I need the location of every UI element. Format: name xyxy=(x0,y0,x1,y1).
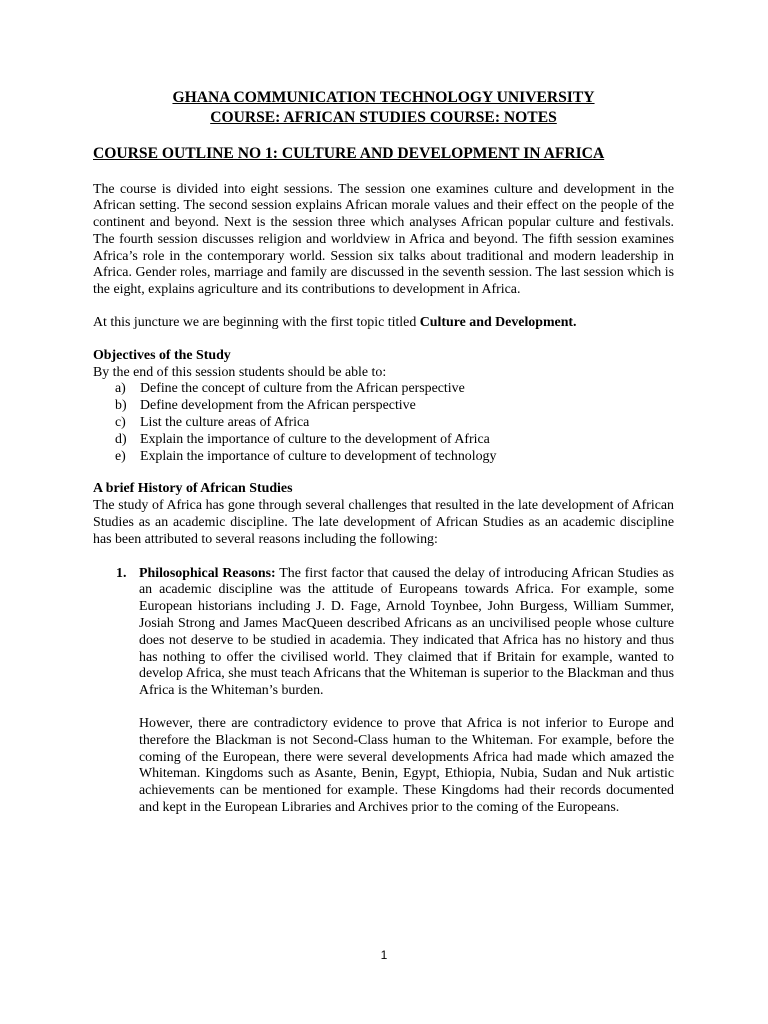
reason-title: Philosophical Reasons: xyxy=(139,565,276,581)
objective-item xyxy=(115,448,674,466)
reason-item xyxy=(116,565,674,817)
objectives-heading: Objectives of the Study xyxy=(93,347,231,363)
objective-text: Explain the importance of culture to development of technology xyxy=(140,448,497,464)
reason-followup-paragraph: However, there are contradictory evidence to prove that Africa is not inferior to Europe and therefore the Blackman is not Second-Class human to the Whiteman. For example, before the coming of the European, there were several developments Africa had made which amazed the Whiteman. Kingdoms such as Asante, Benin, Egypt, Ethiopia, Nubia, Sudan and Nuk artistic achievements can be mentioned for example. These Kingdoms had their records documented and kept in the European Libraries and Archives prior to the coming of the Europeans. xyxy=(139,716,674,815)
history-heading: A brief History of African Studies xyxy=(93,481,293,497)
objectives-list xyxy=(93,381,674,465)
history-paragraph: The study of Africa has gone through several challenges that resulted in the late development of African Studies as an academic discipline. The late development of African Studies as an academic discipline has been attributed to several reasons including the following: xyxy=(93,498,674,547)
juncture-paragraph xyxy=(93,315,674,332)
objective-marker: c) xyxy=(115,415,126,431)
objective-item xyxy=(115,431,674,449)
objective-text: Define the concept of culture from the African perspective xyxy=(140,381,465,397)
page-content xyxy=(93,88,674,817)
juncture-topic-title: Culture and Development. xyxy=(419,315,577,331)
reason-text: The first factor that caused the delay of introducing African Studies as an academic discipline was the attitude of Europeans towards Africa. For example, some European historians including J. D. Fage, Arnold Toynbee, John Burgess, William Summer, Josiah Strong and James MacQueen described Africans as an uncivilised people whose culture does not deserve to be studied in academia. They indicated that Africa has no history and thus has nothing to offer the civilised world. They claimed that if Britain for example, wanted to develop Africa, she must teach Africans that the Whiteman is superior to the Blackman and thus Africa is the Whiteman’s burden. xyxy=(139,565,674,699)
objective-marker: d) xyxy=(115,431,127,447)
objectives-lead: By the end of this session students should be able to: xyxy=(93,364,387,380)
reason-paragraph xyxy=(139,566,674,700)
intro-paragraph: The course is divided into eight sessions. The session one examines culture and development in the African setting. The second session explains African morale values and their effect on the people of the continent and beyond. Next is the session three which analyses African popular culture and festivals. The fourth session discusses religion and worldview in Africa and beyond. The fifth session examines Africa’s role in the contemporary world. Session six talks about traditional and modern leadership in Africa. Gender roles, marriage and family are discussed in the seventh session. The last session which is the eight, explains agriculture and its contributions to development in Africa. xyxy=(93,181,674,298)
objective-text: Explain the importance of culture to the development of Africa xyxy=(140,431,490,447)
objective-text: List the culture areas of Africa xyxy=(140,415,310,431)
objective-item xyxy=(115,398,674,415)
objective-text: Define development from the African perspective xyxy=(140,398,416,414)
reasons-list xyxy=(93,566,674,817)
course-outline-heading: COURSE OUTLINE NO 1: CULTURE AND DEVELOPMENT IN AFRICA xyxy=(93,145,605,162)
juncture-text: At this juncture we are beginning with the first topic titled xyxy=(93,315,420,331)
page-number: 1 xyxy=(380,948,388,962)
title-line-1: GHANA COMMUNICATION TECHNOLOGY UNIVERSITY xyxy=(172,89,595,106)
objective-marker: b) xyxy=(115,398,127,414)
objective-item xyxy=(115,415,674,432)
objective-marker: e) xyxy=(115,448,126,464)
objective-item xyxy=(115,381,674,398)
title-line-2: COURSE: AFRICAN STUDIES COURSE: NOTES xyxy=(210,108,557,126)
reason-marker: 1. xyxy=(116,565,127,581)
objective-marker: a) xyxy=(115,381,126,397)
university-title xyxy=(93,88,674,127)
